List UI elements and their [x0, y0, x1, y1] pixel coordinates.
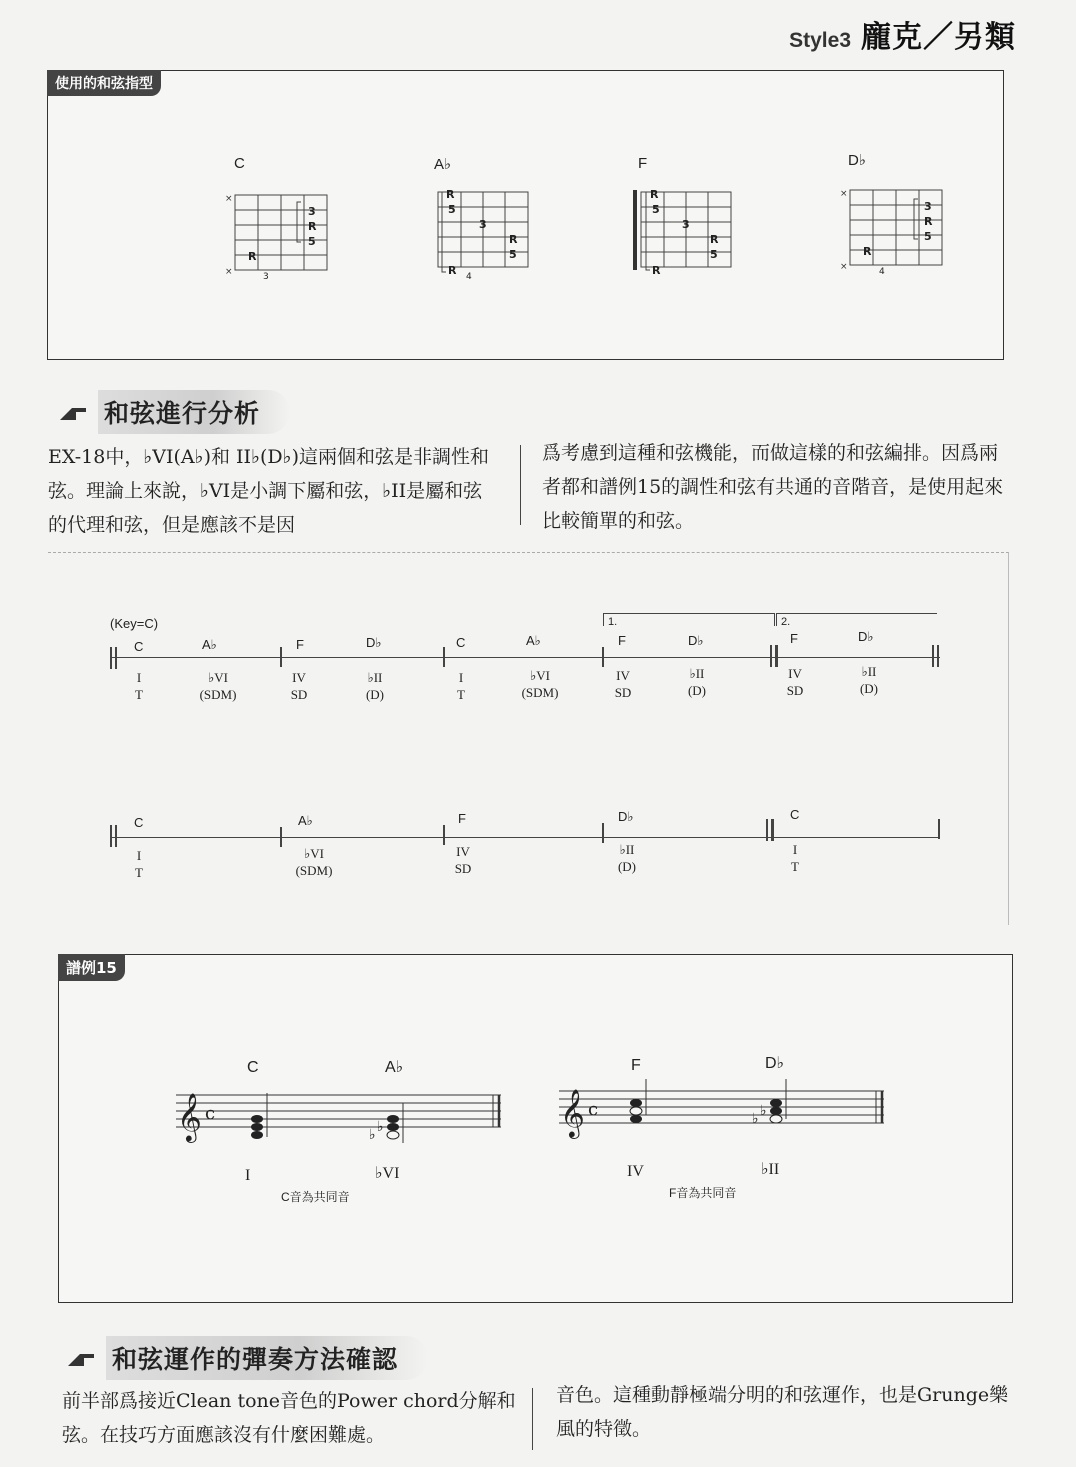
style-label: Style3 [789, 29, 851, 52]
chord-ab-mark-1: R [446, 188, 455, 201]
prog-chord: F [618, 633, 626, 648]
prog-roman-text: ♭VI [530, 668, 550, 683]
prog-roman-text: IV [616, 668, 630, 683]
prog-func-text: (D) [617, 859, 637, 874]
prog-roman [612, 841, 642, 875]
example-roman-bii: ♭II [761, 1161, 780, 1178]
prog-chord: D♭ [366, 635, 382, 650]
section-heading-analysis [58, 390, 290, 434]
prog-roman [126, 669, 152, 703]
prog-chord: F [790, 631, 798, 646]
example-tag: 譜例15 [58, 954, 125, 981]
prog-chord: D♭ [858, 629, 874, 644]
chord-ab-mark-3: 3 [479, 218, 487, 231]
repeat-start-bar [110, 825, 112, 847]
prog-roman-text: I [458, 670, 464, 685]
prog-roman [782, 841, 808, 875]
chord-ab-mark-2: 5 [448, 203, 456, 216]
prog-roman [510, 667, 570, 701]
example-note-right: F音為共同音 [669, 1186, 737, 1200]
chord-box-tag: 使用的和弦指型 [47, 70, 161, 96]
pointing-hand-icon [66, 1346, 96, 1370]
chord-ab-mark-5: 5 [509, 248, 517, 261]
prog-func-text: (D) [859, 681, 879, 696]
svg-text:c: c [205, 1103, 216, 1124]
prog-func-text: T [791, 859, 799, 874]
prog-chord: C [790, 807, 800, 822]
chord-ab-mark-4: R [509, 233, 518, 246]
prog-chord: F [458, 811, 466, 826]
svg-text:𝄞: 𝄞 [560, 1088, 585, 1137]
prog-roman-text: IV [456, 844, 470, 859]
chord-ab-fret: 4 [466, 272, 472, 282]
prog-chord: A♭ [298, 813, 313, 828]
example-chord-f: F [631, 1057, 641, 1074]
chord-c-fret: 3 [263, 272, 269, 282]
svg-text:♭: ♭ [369, 1127, 376, 1143]
svg-text:×: × [225, 194, 233, 204]
column-divider-2 [532, 1388, 533, 1450]
chord-db-mark-2: R [924, 215, 933, 228]
chord-c-mark-2: R [308, 220, 317, 233]
final-bar-2 [937, 645, 939, 667]
svg-text:×: × [225, 267, 233, 277]
prog-func-text: (D) [365, 687, 385, 702]
staff-right [554, 1079, 889, 1149]
chord-shape-box [47, 70, 1004, 360]
example-chord-ab: A♭ [385, 1059, 404, 1076]
column-divider [520, 445, 521, 525]
svg-text:×: × [840, 262, 848, 272]
repeat-start-bar-2 [115, 647, 117, 669]
barline [280, 827, 282, 847]
prog-func-text: T [135, 687, 143, 702]
repeat-end-bar [770, 645, 772, 667]
prog-func-text: (SDM) [521, 685, 559, 700]
repeat-end-bar [766, 819, 768, 841]
page-title: 龐克／另類 [861, 20, 1016, 55]
second-ending-label: 2. [781, 616, 791, 628]
prog-roman-text: I [136, 848, 142, 863]
prog-roman [608, 667, 638, 701]
prog-chord: D♭ [688, 633, 704, 648]
prog-roman-text: ♭VI [304, 846, 324, 861]
chord-f-mark-4: R [710, 233, 719, 246]
example-chord-db: D♭ [765, 1055, 785, 1072]
chord-f-mark-5: 5 [710, 248, 718, 261]
prog-roman-text: ♭II [367, 670, 383, 685]
svg-text:♭: ♭ [760, 1103, 767, 1119]
barline [602, 823, 604, 843]
example-note-left: C音為共同音 [281, 1190, 350, 1204]
section-heading-technique [66, 1336, 428, 1380]
chord-name-db: D♭ [848, 152, 866, 169]
example-roman-bvi: ♭VI [375, 1165, 400, 1182]
second-ending-bracket [776, 613, 937, 626]
prog-roman [682, 665, 712, 699]
prog-func-text: SD [786, 683, 804, 698]
svg-text:×: × [840, 189, 848, 199]
key-label: (Key=C) [110, 616, 159, 631]
example-chord-c: C [247, 1059, 259, 1076]
barline [602, 647, 604, 667]
prog-func-text: T [457, 687, 465, 702]
chord-c-mark-4: R [248, 250, 257, 263]
barline [443, 647, 445, 667]
staff-left [171, 1083, 506, 1153]
prog-roman [284, 669, 314, 703]
chord-name-ab: A♭ [434, 156, 452, 173]
chord-f-mark-2: 5 [652, 203, 660, 216]
prog-roman-text: ♭II [689, 666, 705, 681]
repeat-end-bar-2 [771, 819, 774, 841]
prog-roman-text: ♭II [619, 842, 635, 857]
pointing-hand-icon [58, 400, 88, 424]
repeat-end-bar-2 [775, 645, 778, 667]
prog-roman [854, 663, 884, 697]
prog-roman [284, 845, 344, 879]
progression-panel [48, 552, 1009, 925]
chord-db-fret: 4 [879, 267, 885, 277]
prog-chord: C [134, 639, 144, 654]
analysis-text-right: 爲考慮到這種和弦機能，而做這樣的和弦編排。因爲兩者都和譜例15的調性和弦有共通的音階音，是使用起來比較簡單的和弦。 [542, 442, 1004, 532]
prog-chord: F [296, 637, 304, 652]
prog-roman-text: IV [292, 670, 306, 685]
svg-text:𝄞: 𝄞 [177, 1092, 202, 1141]
chord-c-mark-3: 5 [308, 235, 316, 248]
prog-chord: C [456, 635, 466, 650]
barline [280, 647, 282, 667]
chord-name-c: C [234, 155, 245, 172]
svg-text:♭: ♭ [752, 1111, 759, 1127]
prog-chord: C [134, 815, 144, 830]
prog-func-text: T [135, 865, 143, 880]
prog-func-text: SD [614, 685, 632, 700]
prog-func-text: (D) [687, 683, 707, 698]
page-header [789, 12, 1016, 56]
prog-chord: A♭ [526, 633, 541, 648]
prog-func-text: (SDM) [199, 687, 237, 702]
prog-roman [448, 843, 478, 877]
prog-roman [126, 847, 152, 881]
example-roman-iv: IV [627, 1163, 644, 1180]
prog-func-text: SD [454, 861, 472, 876]
prog-roman [780, 665, 810, 699]
svg-text:c: c [588, 1099, 599, 1120]
analysis-text-left: EX-18中，♭VI(A♭)和 II♭(D♭)這兩個和弦是非調性和弦。理論上來說，♭VI是小調下屬和弦，♭II是屬和弦的代理和弦，但是應該不是因 [48, 446, 490, 536]
svg-text:♭: ♭ [377, 1119, 384, 1135]
prog-roman-text: I [136, 670, 142, 685]
prog-chord: D♭ [618, 809, 634, 824]
chord-f-mark-1: R [650, 188, 659, 201]
technique-text-right: 音色。這種動靜極端分明的和弦運作，也是Grunge樂風的特徵。 [556, 1384, 1009, 1440]
technique-text-left: 前半部爲接近Clean tone音色的Power chord分解和弦。在技巧方面應該沒有什麼困難處。 [62, 1390, 516, 1446]
chord-f-mark-3: 3 [682, 218, 690, 231]
prog-func-text: (SDM) [295, 863, 333, 878]
prog-roman [188, 669, 248, 703]
chord-ab-mark-6: R [448, 264, 457, 277]
example-15-box [58, 954, 1013, 1303]
chord-db-mark-1: 3 [924, 200, 932, 213]
prog-roman [360, 669, 390, 703]
chord-diagram-c [223, 187, 343, 287]
barline [443, 825, 445, 845]
final-bar [932, 645, 934, 667]
first-ending-bracket [603, 613, 775, 626]
prog-chord: A♭ [202, 637, 217, 652]
progression-row1-line [110, 657, 940, 658]
chord-db-mark-4: R [863, 245, 872, 258]
first-ending-label: 1. [608, 616, 618, 628]
chord-name-f: F [638, 155, 648, 172]
repeat-start-bar [110, 647, 112, 669]
progression-row2-line [110, 837, 940, 838]
chord-f-mark-6: R [652, 264, 661, 277]
chord-diagram-f [631, 187, 736, 287]
technique-heading-text: 和弦運作的彈奏方法確認 [106, 1336, 428, 1380]
repeat-start-bar-2 [115, 825, 117, 847]
prog-roman [448, 669, 474, 703]
prog-roman-text: I [792, 842, 798, 857]
prog-roman-text: IV [788, 666, 802, 681]
prog-func-text: SD [290, 687, 308, 702]
prog-roman-text: ♭II [861, 664, 877, 679]
example-roman-i: I [245, 1167, 251, 1184]
chord-c-mark-1: 3 [308, 205, 316, 218]
prog-roman-text: ♭VI [208, 670, 228, 685]
chord-db-mark-3: 5 [924, 230, 932, 243]
analysis-heading-text: 和弦進行分析 [98, 390, 290, 434]
final-bar [938, 819, 940, 839]
